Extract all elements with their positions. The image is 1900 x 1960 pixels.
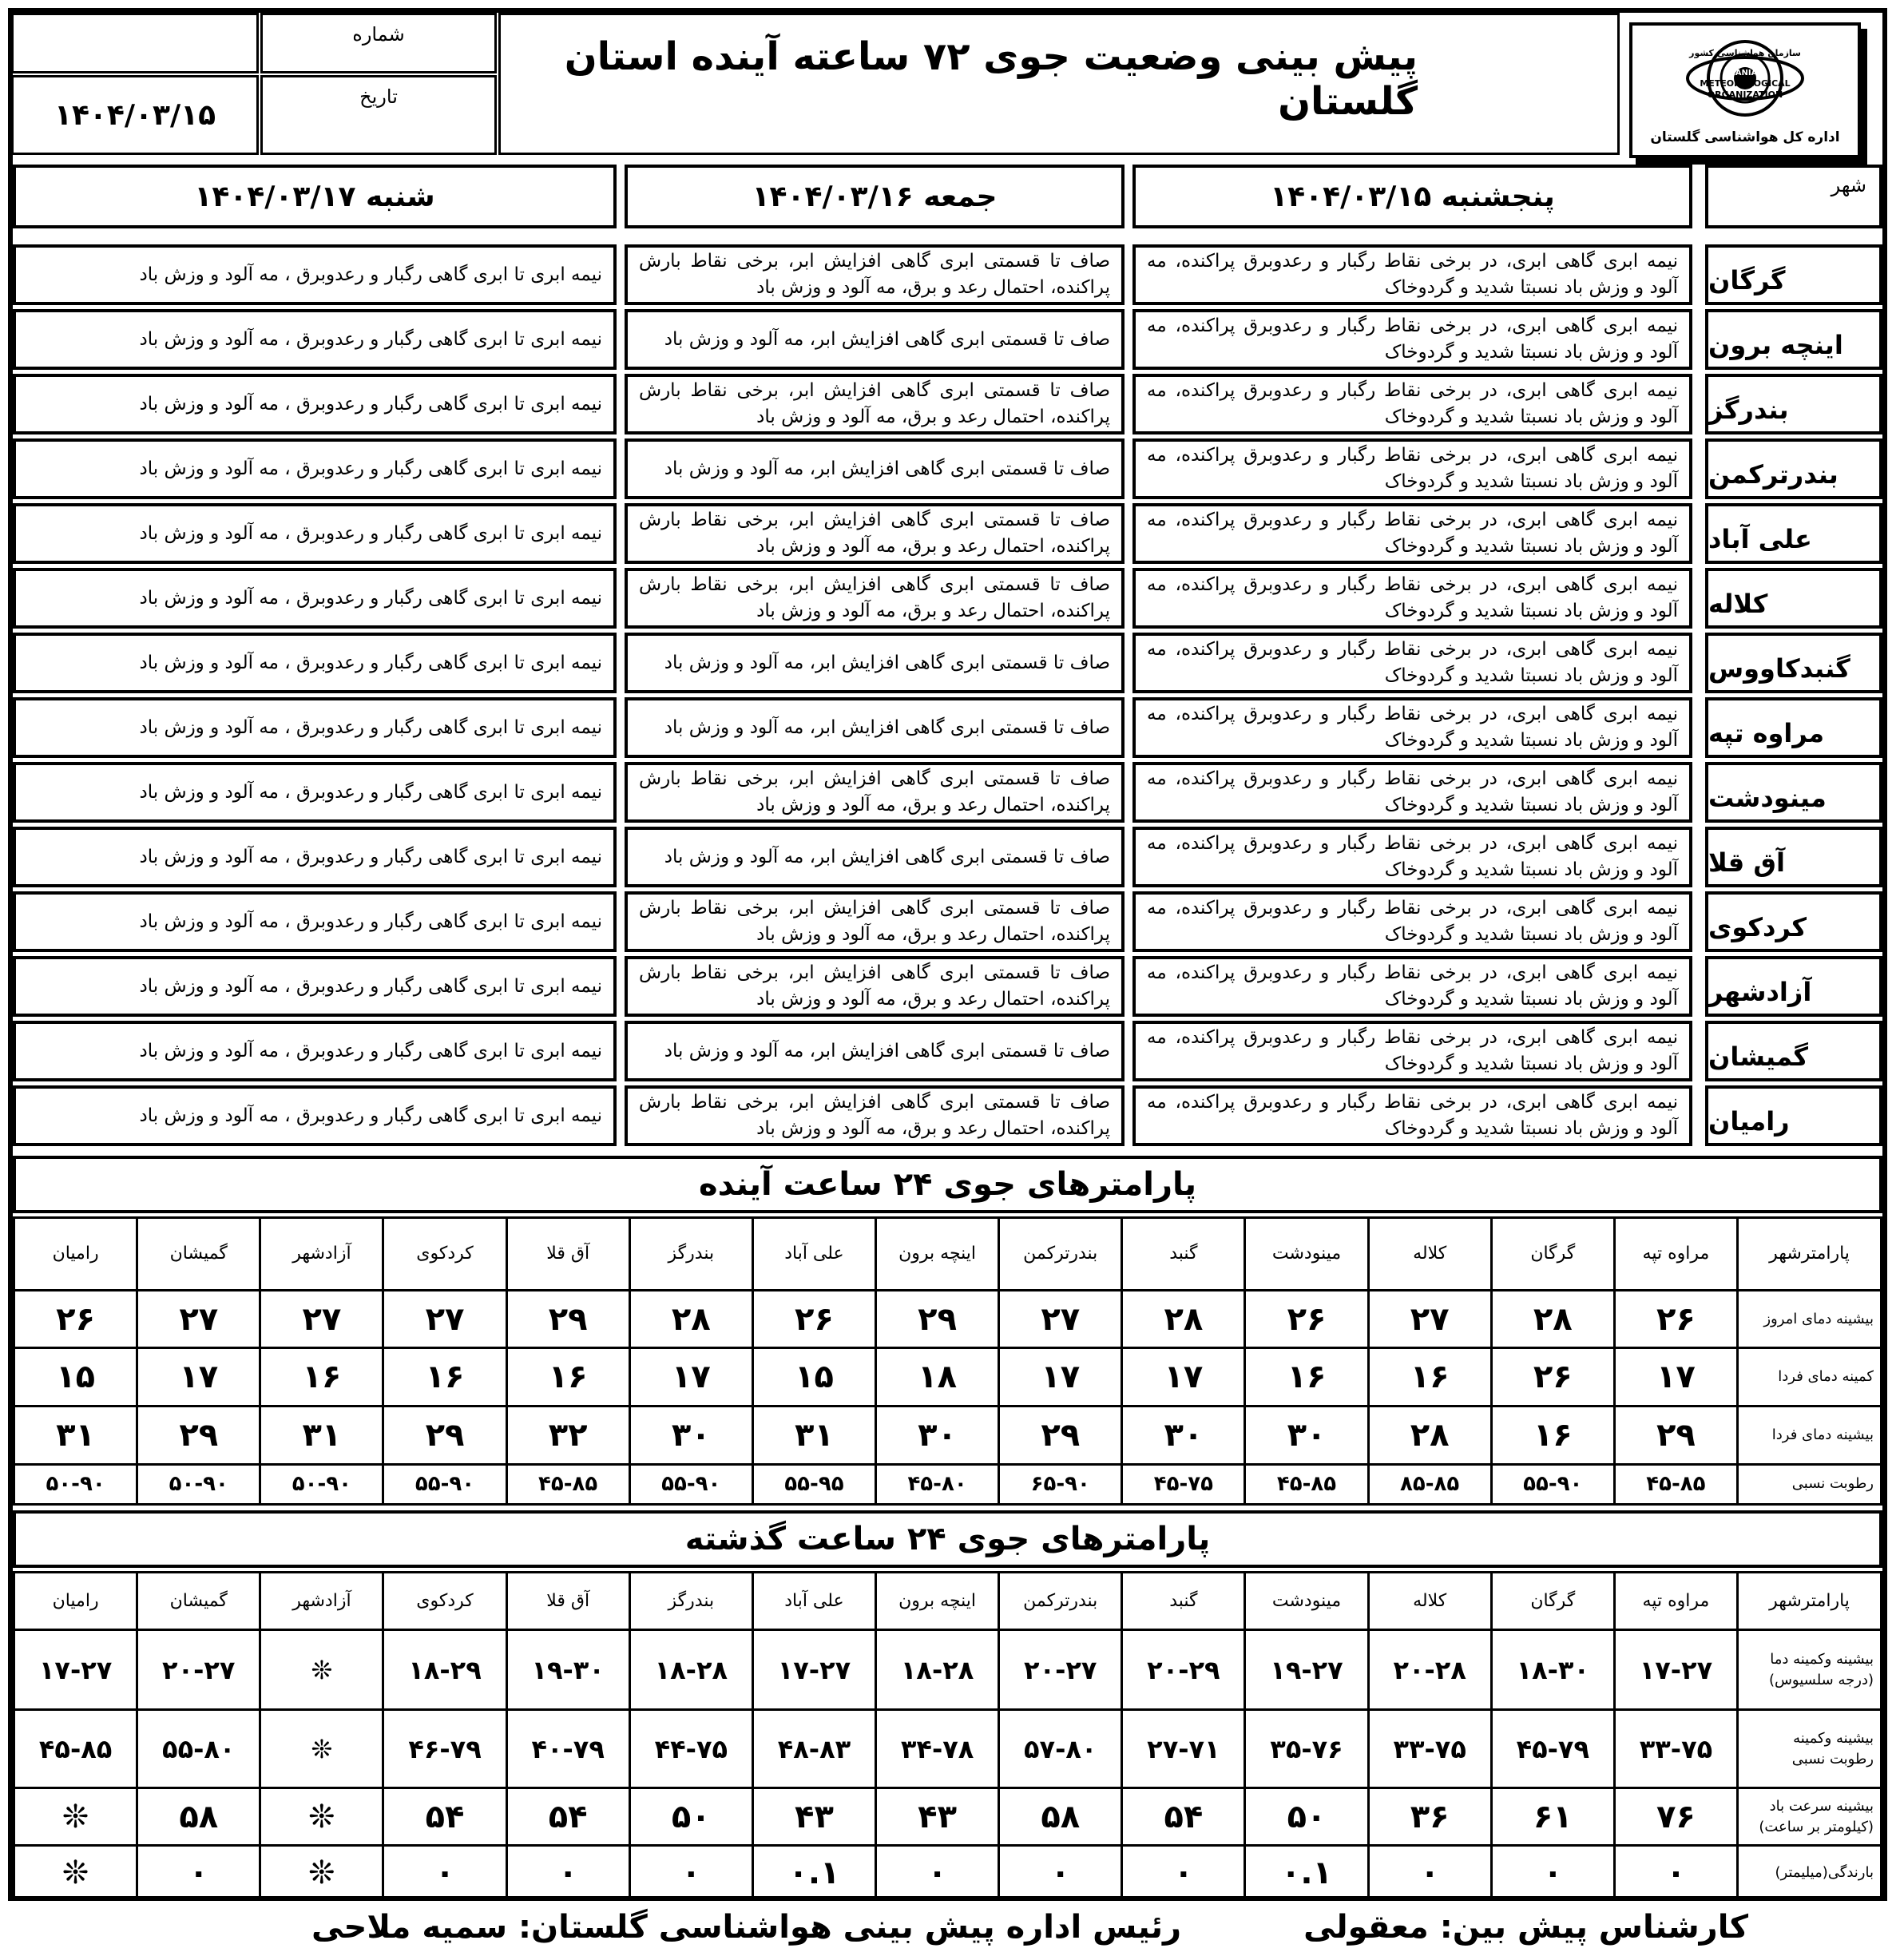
next24-value-cell: ۳۱: [14, 1406, 137, 1464]
forecast-day3-cell: نیمه ابری تا ابری گاهی رگبار و رعدوبرق ، مه آلود و وزش باد: [13, 956, 617, 1017]
next24-value-cell: ۴۵-۷۵: [1122, 1464, 1245, 1504]
past24-value-cell: ۴۸-۸۳: [752, 1710, 875, 1788]
next24-value-cell: ۲۸: [1368, 1406, 1491, 1464]
next24-city-header: مینودشت: [1245, 1218, 1368, 1291]
forecast-city: گرگان: [1705, 244, 1882, 305]
past24-city-header: مراوه تپه: [1614, 1573, 1737, 1630]
past24-value-cell: ۱۸-۲۹: [383, 1630, 506, 1710]
past24-value-cell: ۰.۱: [1245, 1846, 1368, 1900]
next24-value-cell: ۵۰-۹۰: [14, 1464, 137, 1504]
forecast-day1-cell: نیمه ابری گاهی ابری، در برخی نقاط رگبار و رعدوبرق پراکنده، مه آلود و وزش باد نسبتا شدید و گردوخاک: [1132, 568, 1692, 629]
forecast-city: کردکوی: [1705, 891, 1882, 952]
next24-value-cell: ۵۵-۹۰: [383, 1464, 506, 1504]
past24-data-row: [14, 1630, 1882, 1710]
logo: [1629, 22, 1861, 158]
next24-city-header: علی آباد: [752, 1218, 875, 1291]
past24-value-cell: ۱۷-۲۷: [752, 1630, 875, 1710]
next24-value-cell: ۳۰: [876, 1406, 999, 1464]
past24-row-label: بیشینه سرعت باد (کیلومتر بر ساعت): [1738, 1788, 1882, 1846]
next24-row-label: رطوبت نسبی: [1738, 1464, 1882, 1504]
past24-value-cell: ۱۷-۲۷: [14, 1630, 137, 1710]
forecast-day3-cell: نیمه ابری تا ابری گاهی رگبار و رعدوبرق ، مه آلود و وزش باد: [13, 697, 617, 758]
forecast-day1-cell: نیمه ابری گاهی ابری، در برخی نقاط رگبار و رعدوبرق پراکنده، مه آلود و وزش باد نسبتا شدید و گردوخاک: [1132, 1021, 1692, 1081]
next24-city-header: کردکوی: [383, 1218, 506, 1291]
next24-value-cell: ۲۸: [1122, 1290, 1245, 1348]
next24-value-cell: ۳۰: [1245, 1406, 1368, 1464]
next24-value-cell: ۱۶: [1368, 1348, 1491, 1407]
past24-city-header: اینچه برون: [876, 1573, 999, 1630]
next24-city-header: بندرگز: [629, 1218, 752, 1291]
past24-value-cell: ۰: [1368, 1846, 1491, 1900]
past24-value-cell: ❊: [260, 1846, 383, 1900]
next24-value-cell: ۱۸: [876, 1348, 999, 1407]
next24-value-cell: ۲۶: [1614, 1290, 1737, 1348]
next24-city-header: گمیشان: [137, 1218, 260, 1291]
past24-value-cell: ❊: [14, 1846, 137, 1900]
next24-value-cell: ۴۵-۸۰: [876, 1464, 999, 1504]
past24-value-cell: ۳۴-۷۸: [876, 1710, 999, 1788]
past24-city-header: بندرترکمن: [999, 1573, 1122, 1630]
forecast-city: علی آباد: [1705, 503, 1882, 564]
next24-value-cell: ۲۸: [629, 1290, 752, 1348]
past24-row-label: بارندگی(میلیمتر): [1738, 1846, 1882, 1900]
forecast-day2-cell: صاف تا قسمتی ابری گاهی افزایش ابر، برخی نقاط بارش پراکنده، احتمال رعد و برق، مه آلود و وزش باد: [625, 374, 1125, 434]
forecast-day1-cell: نیمه ابری گاهی ابری، در برخی نقاط رگبار و رعدوبرق پراکنده، مه آلود و وزش باد نسبتا شدید و گردوخاک: [1132, 827, 1692, 887]
past24-city-header: آزادشهر: [260, 1573, 383, 1630]
past24-value-cell: ۰: [876, 1846, 999, 1900]
past24-value-cell: ۵۸: [999, 1788, 1122, 1846]
logo-caption: اداره کل هواشناسی گلستان: [1650, 129, 1840, 145]
next24-data-row: [14, 1464, 1882, 1504]
next24-value-cell: ۱۶: [383, 1348, 506, 1407]
number-value-box: [11, 13, 259, 73]
forecast-day3-cell: نیمه ابری تا ابری گاهی رگبار و رعدوبرق ، مه آلود و وزش باد: [13, 1021, 617, 1081]
next24-value-cell: ۴۵-۸۵: [1614, 1464, 1737, 1504]
forecast-day2-cell: صاف تا قسمتی ابری گاهی افزایش ابر، مه آلود و وزش باد: [625, 1021, 1125, 1081]
past24-city-header: علی آباد: [752, 1573, 875, 1630]
forecast-day3-cell: نیمه ابری تا ابری گاهی رگبار و رعدوبرق ، مه آلود و وزش باد: [13, 309, 617, 370]
next24-city-header: کلاله: [1368, 1218, 1491, 1291]
past24-value-cell: ۱۸-۳۰: [1491, 1630, 1614, 1710]
past24-value-cell: ۰: [629, 1846, 752, 1900]
past24-value-cell: ❊: [260, 1788, 383, 1846]
next24-value-cell: ۳۰: [629, 1406, 752, 1464]
forecast-day1-cell: نیمه ابری گاهی ابری، در برخی نقاط رگبار و رعدوبرق پراکنده، مه آلود و وزش باد نسبتا شدید و گردوخاک: [1132, 374, 1692, 434]
forecast-day3-cell: نیمه ابری تا ابری گاهی رگبار و رعدوبرق ، مه آلود و وزش باد: [13, 633, 617, 693]
past24-value-cell: ۱۷-۲۷: [1614, 1630, 1737, 1710]
city-column-header: [1705, 165, 1882, 228]
next24-table: [13, 1216, 1882, 1506]
next24-value-cell: ۵۵-۹۰: [1491, 1464, 1614, 1504]
past24-value-cell: ۲۰-۲۹: [1122, 1630, 1245, 1710]
forecast-city: اینچه برون: [1705, 309, 1882, 370]
forecast-day2-cell: صاف تا قسمتی ابری گاهی افزایش ابر، برخی نقاط بارش پراکنده، احتمال رعد و برق، مه آلود و وزش باد: [625, 762, 1125, 823]
forecast-day3-cell: نیمه ابری تا ابری گاهی رگبار و رعدوبرق ، مه آلود و وزش باد: [13, 568, 617, 629]
forecast-day2-cell: صاف تا قسمتی ابری گاهی افزایش ابر، برخی نقاط بارش پراکنده، احتمال رعد و برق، مه آلود و وزش باد: [625, 891, 1125, 952]
past24-value-cell: ۰.۱: [752, 1846, 875, 1900]
past24-city-header: آق قلا: [506, 1573, 629, 1630]
day-header-1: [1132, 165, 1692, 228]
forecast-day3-cell: نیمه ابری تا ابری گاهی رگبار و رعدوبرق ، مه آلود و وزش باد: [13, 244, 617, 305]
next24-value-cell: ۳۱: [260, 1406, 383, 1464]
logo-text-fa: سازمان هواشناسی کشور: [1689, 48, 1801, 58]
forecast-city: گنبدکاووس: [1705, 633, 1882, 693]
next24-data-row: [14, 1406, 1882, 1464]
past24-value-cell: ۴۳: [876, 1788, 999, 1846]
logo-text-iranian: IRANIAN: [1726, 69, 1764, 77]
date-value-box: [11, 75, 259, 155]
past24-value-cell: ۱۹-۲۷: [1245, 1630, 1368, 1710]
past24-value-cell: ۴۴-۷۵: [629, 1710, 752, 1788]
next24-value-cell: ۱۵: [14, 1348, 137, 1407]
date-label-box: [260, 75, 497, 155]
next24-value-cell: ۲۷: [383, 1290, 506, 1348]
past24-city-header: کردکوی: [383, 1573, 506, 1630]
past24-value-cell: ۱۹-۳۰: [506, 1630, 629, 1710]
past24-data-row: [14, 1846, 1882, 1900]
head-signature: رئیس اداره پیش بینی هواشناسی گلستان: سمیه ملاحی: [311, 1909, 1181, 1946]
forecast-day1-cell: نیمه ابری گاهی ابری، در برخی نقاط رگبار و رعدوبرق پراکنده، مه آلود و وزش باد نسبتا شدید و گردوخاک: [1132, 891, 1692, 952]
past24-city-header: مینودشت: [1245, 1573, 1368, 1630]
forecast-day3-cell: نیمه ابری تا ابری گاهی رگبار و رعدوبرق ، مه آلود و وزش باد: [13, 1085, 617, 1146]
next24-value-cell: ۵۰-۹۰: [137, 1464, 260, 1504]
forecast-day1-cell: نیمه ابری گاهی ابری، در برخی نقاط رگبار و رعدوبرق پراکنده، مه آلود و وزش باد نسبتا شدید و گردوخاک: [1132, 438, 1692, 499]
past24-row-label: بیشینه وکمینه رطوبت نسبی: [1738, 1710, 1882, 1788]
next24-value-cell: ۳۰: [1122, 1406, 1245, 1464]
next24-value-cell: ۱۷: [1122, 1348, 1245, 1407]
past24-city-header: گرگان: [1491, 1573, 1614, 1630]
past24-value-cell: ۵۴: [506, 1788, 629, 1846]
past24-value-cell: ❊: [260, 1710, 383, 1788]
forecast-day1-cell: نیمه ابری گاهی ابری، در برخی نقاط رگبار و رعدوبرق پراکنده، مه آلود و وزش باد نسبتا شدید و گردوخاک: [1132, 244, 1692, 305]
next24-city-header: اینچه برون: [876, 1218, 999, 1291]
past24-value-cell: ۳۳-۷۵: [1368, 1710, 1491, 1788]
forecast-day2-cell: صاف تا قسمتی ابری گاهی افزایش ابر، مه آلود و وزش باد: [625, 697, 1125, 758]
next24-value-cell: ۱۵: [752, 1348, 875, 1407]
past24-value-cell: ۰: [137, 1846, 260, 1900]
next24-value-cell: ۶۵-۹۰: [999, 1464, 1122, 1504]
next24-value-cell: ۲۶: [1491, 1348, 1614, 1407]
forecast-day3-cell: نیمه ابری تا ابری گاهی رگبار و رعدوبرق ، مه آلود و وزش باد: [13, 374, 617, 434]
past24-value-cell: ۴۵-۷۹: [1491, 1710, 1614, 1788]
past24-title: پارامترهای جوی ۲۴ ساعت گذشته: [684, 1521, 1211, 1557]
next24-city-header: بندرترکمن: [999, 1218, 1122, 1291]
next24-value-cell: ۲۹: [999, 1406, 1122, 1464]
forecast-day2-cell: صاف تا قسمتی ابری گاهی افزایش ابر، مه آلود و وزش باد: [625, 309, 1125, 370]
next24-value-cell: ۱۶: [506, 1348, 629, 1407]
past24-value-cell: ۰: [999, 1846, 1122, 1900]
past24-city-header: رامیان: [14, 1573, 137, 1630]
next24-value-cell: ۱۷: [999, 1348, 1122, 1407]
date-label: تاریخ: [359, 85, 398, 108]
forecast-day3-cell: نیمه ابری تا ابری گاهی رگبار و رعدوبرق ، مه آلود و وزش باد: [13, 503, 617, 564]
date-value: ۱۴۰۴/۰۳/۱۵: [54, 98, 216, 132]
forecast-day3-cell: نیمه ابری تا ابری گاهی رگبار و رعدوبرق ، مه آلود و وزش باد: [13, 762, 617, 823]
next24-value-cell: ۱۶: [260, 1348, 383, 1407]
next24-value-cell: ۱۷: [137, 1348, 260, 1407]
past24-value-cell: ۱۸-۲۸: [629, 1630, 752, 1710]
next24-section-title: [13, 1156, 1882, 1213]
forecast-day1-cell: نیمه ابری گاهی ابری، در برخی نقاط رگبار و رعدوبرق پراکنده، مه آلود و وزش باد نسبتا شدید و گردوخاک: [1132, 633, 1692, 693]
forecast-day3-cell: نیمه ابری تا ابری گاهی رگبار و رعدوبرق ، مه آلود و وزش باد: [13, 891, 617, 952]
next24-value-cell: ۴۵-۸۵: [1245, 1464, 1368, 1504]
forecast-day3-cell: نیمه ابری تا ابری گاهی رگبار و رعدوبرق ، مه آلود و وزش باد: [13, 827, 617, 887]
past24-data-row: [14, 1788, 1882, 1846]
forecast-city: آق قلا: [1705, 827, 1882, 887]
next24-value-cell: ۲۹: [1614, 1406, 1737, 1464]
forecast-day2-cell: صاف تا قسمتی ابری گاهی افزایش ابر، برخی نقاط بارش پراکنده، احتمال رعد و برق، مه آلود و وزش باد: [625, 956, 1125, 1017]
logo-text-organization: ORGANIZATION: [1707, 89, 1783, 100]
past24-value-cell: ۵۷-۸۰: [999, 1710, 1122, 1788]
next24-row-label: کمینه دمای فردا: [1738, 1348, 1882, 1407]
next24-value-cell: ۳۲: [506, 1406, 629, 1464]
next24-city-header: گرگان: [1491, 1218, 1614, 1291]
next24-value-cell: ۲۶: [752, 1290, 875, 1348]
past24-row-label: بیشینه وکمینه دما (درجه سلسیوس): [1738, 1630, 1882, 1710]
past24-value-cell: ۵۴: [1122, 1788, 1245, 1846]
forecast-day1-cell: نیمه ابری گاهی ابری، در برخی نقاط رگبار و رعدوبرق پراکنده، مه آلود و وزش باد نسبتا شدید و گردوخاک: [1132, 697, 1692, 758]
next24-value-cell: ۲۷: [260, 1290, 383, 1348]
past24-value-cell: ۰: [1122, 1846, 1245, 1900]
past24-value-cell: ۰: [506, 1846, 629, 1900]
next24-header-row: [14, 1218, 1882, 1291]
forecast-city: کلاله: [1705, 568, 1882, 629]
forecast-city: بندرگز: [1705, 374, 1882, 434]
forecast-day1-cell: نیمه ابری گاهی ابری، در برخی نقاط رگبار و رعدوبرق پراکنده، مه آلود و وزش باد نسبتا شدید و گردوخاک: [1132, 956, 1692, 1017]
next24-corner: پارامترشهر: [1738, 1218, 1882, 1291]
forecast-day2-cell: صاف تا قسمتی ابری گاهی افزایش ابر، برخی نقاط بارش پراکنده، احتمال رعد و برق، مه آلود و وزش باد: [625, 503, 1125, 564]
day-header-2: [625, 165, 1125, 228]
past24-value-cell: ۲۰-۲۷: [999, 1630, 1122, 1710]
past24-value-cell: ❊: [14, 1788, 137, 1846]
meteorological-organization-emblem-icon: [1665, 38, 1825, 118]
next24-value-cell: ۲۹: [137, 1406, 260, 1464]
next24-value-cell: ۵۵-۹۰: [629, 1464, 752, 1504]
forecast-day2-cell: صاف تا قسمتی ابری گاهی افزایش ابر، برخی نقاط بارش پراکنده، احتمال رعد و برق، مه آلود و وزش باد: [625, 1085, 1125, 1146]
past24-value-cell: ۰: [1614, 1846, 1737, 1900]
forecast-city: آزادشهر: [1705, 956, 1882, 1017]
past24-value-cell: ۲۰-۲۸: [1368, 1630, 1491, 1710]
past24-city-header: گمیشان: [137, 1573, 260, 1630]
forecast-city: رامیان: [1705, 1085, 1882, 1146]
next24-value-cell: ۲۹: [383, 1406, 506, 1464]
past24-value-cell: ۳۵-۷۶: [1245, 1710, 1368, 1788]
past24-value-cell: ۴۳: [752, 1788, 875, 1846]
past24-value-cell: ۰: [383, 1846, 506, 1900]
next24-data-row: [14, 1348, 1882, 1407]
next24-row-label: بیشینه دمای امروز: [1738, 1290, 1882, 1348]
next24-value-cell: ۱۶: [1245, 1348, 1368, 1407]
past24-value-cell: ۵۴: [383, 1788, 506, 1846]
past24-value-cell: ۴۶-۷۹: [383, 1710, 506, 1788]
past24-value-cell: ۶۱: [1491, 1788, 1614, 1846]
forecast-day2-cell: صاف تا قسمتی ابری گاهی افزایش ابر، مه آلود و وزش باد: [625, 633, 1125, 693]
past24-section-title: [13, 1510, 1882, 1568]
day-header-2-label: جمعه ۱۴۰۴/۰۳/۱۶: [752, 180, 998, 213]
day-header-3: [13, 165, 617, 228]
forecast-day1-cell: نیمه ابری گاهی ابری، در برخی نقاط رگبار و رعدوبرق پراکنده، مه آلود و وزش باد نسبتا شدید و گردوخاک: [1132, 503, 1692, 564]
number-label-box: [260, 13, 497, 73]
past24-value-cell: ۵۵-۸۰: [137, 1710, 260, 1788]
next24-value-cell: ۲۶: [1245, 1290, 1368, 1348]
next24-value-cell: ۱۶: [1491, 1406, 1614, 1464]
past24-value-cell: ۴۵-۸۵: [14, 1710, 137, 1788]
past24-table: [13, 1571, 1882, 1901]
next24-city-header: آزادشهر: [260, 1218, 383, 1291]
forecast-day2-cell: صاف تا قسمتی ابری گاهی افزایش ابر، مه آلود و وزش باد: [625, 438, 1125, 499]
forecast-city: مینودشت: [1705, 762, 1882, 823]
next24-value-cell: ۸۵-۸۵: [1368, 1464, 1491, 1504]
past24-value-cell: ۵۰: [1245, 1788, 1368, 1846]
past24-corner: پارامترشهر: [1738, 1573, 1882, 1630]
next24-value-cell: ۲۷: [999, 1290, 1122, 1348]
next24-value-cell: ۴۵-۸۵: [506, 1464, 629, 1504]
forecast-day3-cell: نیمه ابری تا ابری گاهی رگبار و رعدوبرق ، مه آلود و وزش باد: [13, 438, 617, 499]
next24-city-header: مراوه تپه: [1614, 1218, 1737, 1291]
past24-city-header: کلاله: [1368, 1573, 1491, 1630]
past24-value-cell: ۲۷-۷۱: [1122, 1710, 1245, 1788]
forecast-day2-cell: صاف تا قسمتی ابری گاهی افزایش ابر، مه آلود و وزش باد: [625, 827, 1125, 887]
past24-value-cell: ❊: [260, 1630, 383, 1710]
next24-value-cell: ۲۷: [1368, 1290, 1491, 1348]
forecast-city: گمیشان: [1705, 1021, 1882, 1081]
next24-data-row: [14, 1290, 1882, 1348]
title-box: [498, 13, 1620, 155]
forecast-day1-cell: نیمه ابری گاهی ابری، در برخی نقاط رگبار و رعدوبرق پراکنده، مه آلود و وزش باد نسبتا شدید و گردوخاک: [1132, 762, 1692, 823]
forecast-city: مراوه تپه: [1705, 697, 1882, 758]
day-header-1-label: پنجشنبه ۱۴۰۴/۰۳/۱۵: [1270, 180, 1555, 213]
past24-value-cell: ۳۶: [1368, 1788, 1491, 1846]
next24-title: پارامترهای جوی ۲۴ ساعت آینده: [698, 1166, 1197, 1203]
day-header-3-label: شنبه ۱۴۰۴/۰۳/۱۷: [194, 180, 435, 213]
next24-city-header: آق قلا: [506, 1218, 629, 1291]
past24-value-cell: ۱۸-۲۸: [876, 1630, 999, 1710]
next24-value-cell: ۱۷: [629, 1348, 752, 1407]
next24-value-cell: ۲۸: [1491, 1290, 1614, 1348]
past24-header-row: [14, 1573, 1882, 1630]
past24-city-header: گنبد: [1122, 1573, 1245, 1630]
past24-data-row: [14, 1710, 1882, 1788]
next24-value-cell: ۳۱: [752, 1406, 875, 1464]
past24-value-cell: ۴۰-۷۹: [506, 1710, 629, 1788]
next24-value-cell: ۵۰-۹۰: [260, 1464, 383, 1504]
past24-value-cell: ۲۰-۲۷: [137, 1630, 260, 1710]
past24-value-cell: ۰: [1491, 1846, 1614, 1900]
logo-text-meteorological: METEOROLOGICAL: [1700, 78, 1791, 89]
past24-city-header: بندرگز: [629, 1573, 752, 1630]
number-label: شماره: [352, 23, 405, 46]
forecast-city: بندرترکمن: [1705, 438, 1882, 499]
next24-city-header: رامیان: [14, 1218, 137, 1291]
next24-value-cell: ۲۹: [876, 1290, 999, 1348]
forecaster-signature: کارشناس پیش بین: معقولی: [1303, 1909, 1748, 1946]
next24-value-cell: ۱۷: [1614, 1348, 1737, 1407]
next24-value-cell: ۲۷: [137, 1290, 260, 1348]
forecast-day1-cell: نیمه ابری گاهی ابری، در برخی نقاط رگبار و رعدوبرق پراکنده، مه آلود و وزش باد نسبتا شدید و گردوخاک: [1132, 309, 1692, 370]
next24-city-header: گنبد: [1122, 1218, 1245, 1291]
forecast-day1-cell: نیمه ابری گاهی ابری، در برخی نقاط رگبار و رعدوبرق پراکنده، مه آلود و وزش باد نسبتا شدید و گردوخاک: [1132, 1085, 1692, 1146]
page-title: پیش بینی وضعیت جوی ۷۲ ساعته آینده استان گلستان: [564, 34, 1418, 124]
past24-value-cell: ۳۳-۷۵: [1614, 1710, 1737, 1788]
forecast-day2-cell: صاف تا قسمتی ابری گاهی افزایش ابر، برخی نقاط بارش پراکنده، احتمال رعد و برق، مه آلود و وزش باد: [625, 568, 1125, 629]
next24-value-cell: ۲۶: [14, 1290, 137, 1348]
next24-value-cell: ۵۵-۹۵: [752, 1464, 875, 1504]
next24-row-label: بیشینه دمای فردا: [1738, 1406, 1882, 1464]
past24-value-cell: ۷۶: [1614, 1788, 1737, 1846]
past24-value-cell: ۵۸: [137, 1788, 260, 1846]
past24-value-cell: ۵۰: [629, 1788, 752, 1846]
next24-value-cell: ۲۹: [506, 1290, 629, 1348]
forecast-day2-cell: صاف تا قسمتی ابری گاهی افزایش ابر، برخی نقاط بارش پراکنده، احتمال رعد و برق، مه آلود و وزش باد: [625, 244, 1125, 305]
city-column-header-label: شهر: [1831, 174, 1866, 196]
